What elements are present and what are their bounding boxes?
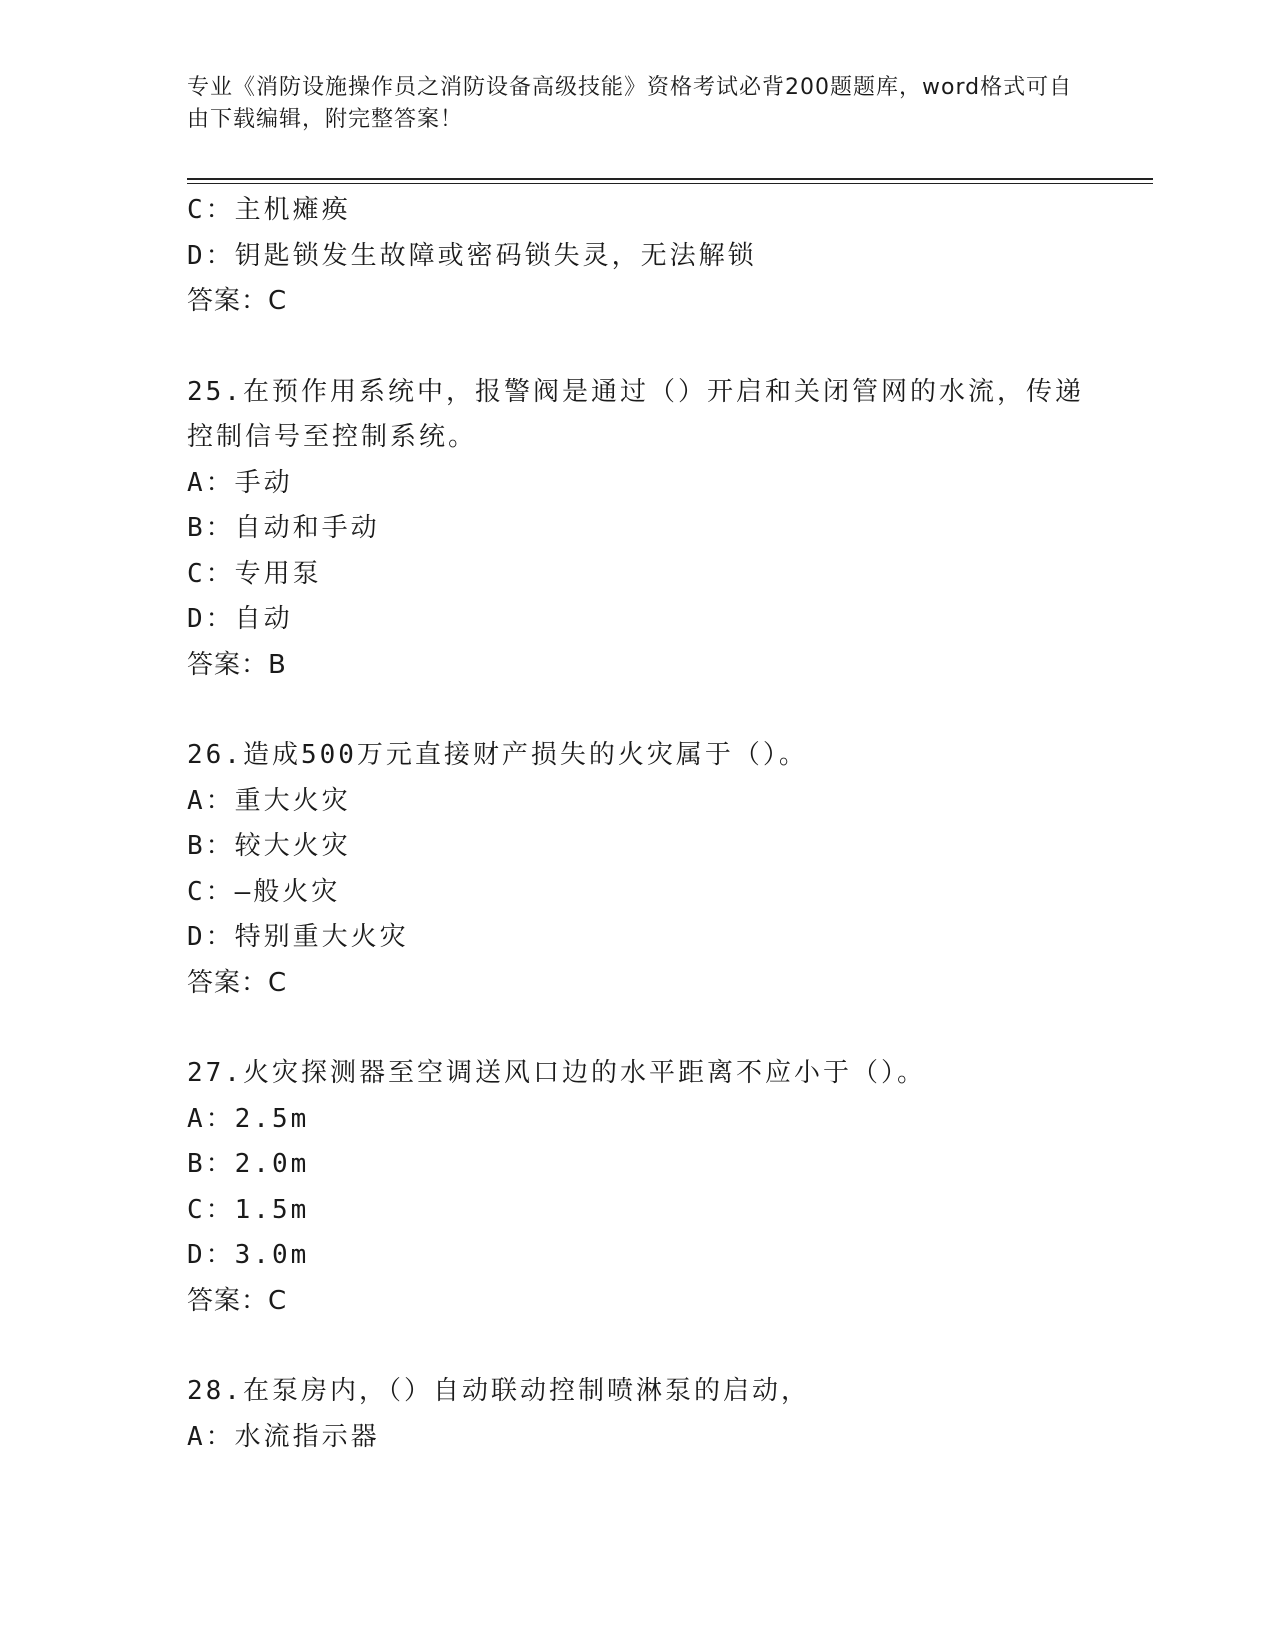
option-d: D：3.0m — [187, 1240, 310, 1270]
question-28 — [187, 1369, 1087, 1460]
option-a: A：手动 — [187, 467, 293, 498]
question-text: 27.火灾探测器至空调送风口边的水平距离不应小于（）。 — [187, 1058, 926, 1088]
question-25 — [187, 370, 1087, 689]
document-header: 专业《消防设施操作员之消防设备高级技能》资格考试必背200题题库，word格式可自由下载编辑，附完整答案！ — [187, 75, 1073, 132]
option-b: B：较大火灾 — [187, 831, 351, 861]
question-text: 28.在泵房内，（）自动联动控制喷淋泵的启动， — [187, 1376, 810, 1406]
question-27 — [187, 1051, 1087, 1324]
option-c: C：1.5m — [187, 1194, 310, 1225]
question-content — [187, 188, 1087, 1460]
option-b: B：自动和手动 — [187, 513, 380, 543]
question-text: 26.造成500万元直接财产损失的火灾属于（）。 — [187, 740, 808, 770]
answer: 答案：C — [187, 967, 288, 998]
answer: 答案：B — [187, 649, 287, 680]
previous-question-tail — [187, 188, 1087, 325]
option-a: A：2.5m — [187, 1103, 310, 1134]
option-c: C：—般火灾 — [187, 876, 341, 907]
question-text: 25.在预作用系统中，报警阀是通过（）开启和关闭管网的水流，传递控制信号至控制系统。 — [187, 376, 1084, 452]
header-rule-thin — [187, 183, 1153, 184]
option-d: D：钥匙锁发生故障或密码锁失灵，无法解锁 — [187, 240, 757, 271]
header-rule-thick — [187, 178, 1153, 180]
option-d: D：特别重大火灾 — [187, 922, 409, 952]
answer: 答案：C — [187, 1285, 288, 1316]
option-d: D：自动 — [187, 604, 293, 634]
question-26 — [187, 733, 1087, 1006]
option-a: A：重大火灾 — [187, 785, 351, 816]
option-c: C：专用泵 — [187, 558, 322, 589]
answer: 答案：C — [187, 286, 288, 316]
option-c: C：主机瘫痪 — [187, 195, 351, 225]
option-a: A：水流指示器 — [187, 1421, 380, 1452]
option-b: B：2.0m — [187, 1149, 310, 1179]
